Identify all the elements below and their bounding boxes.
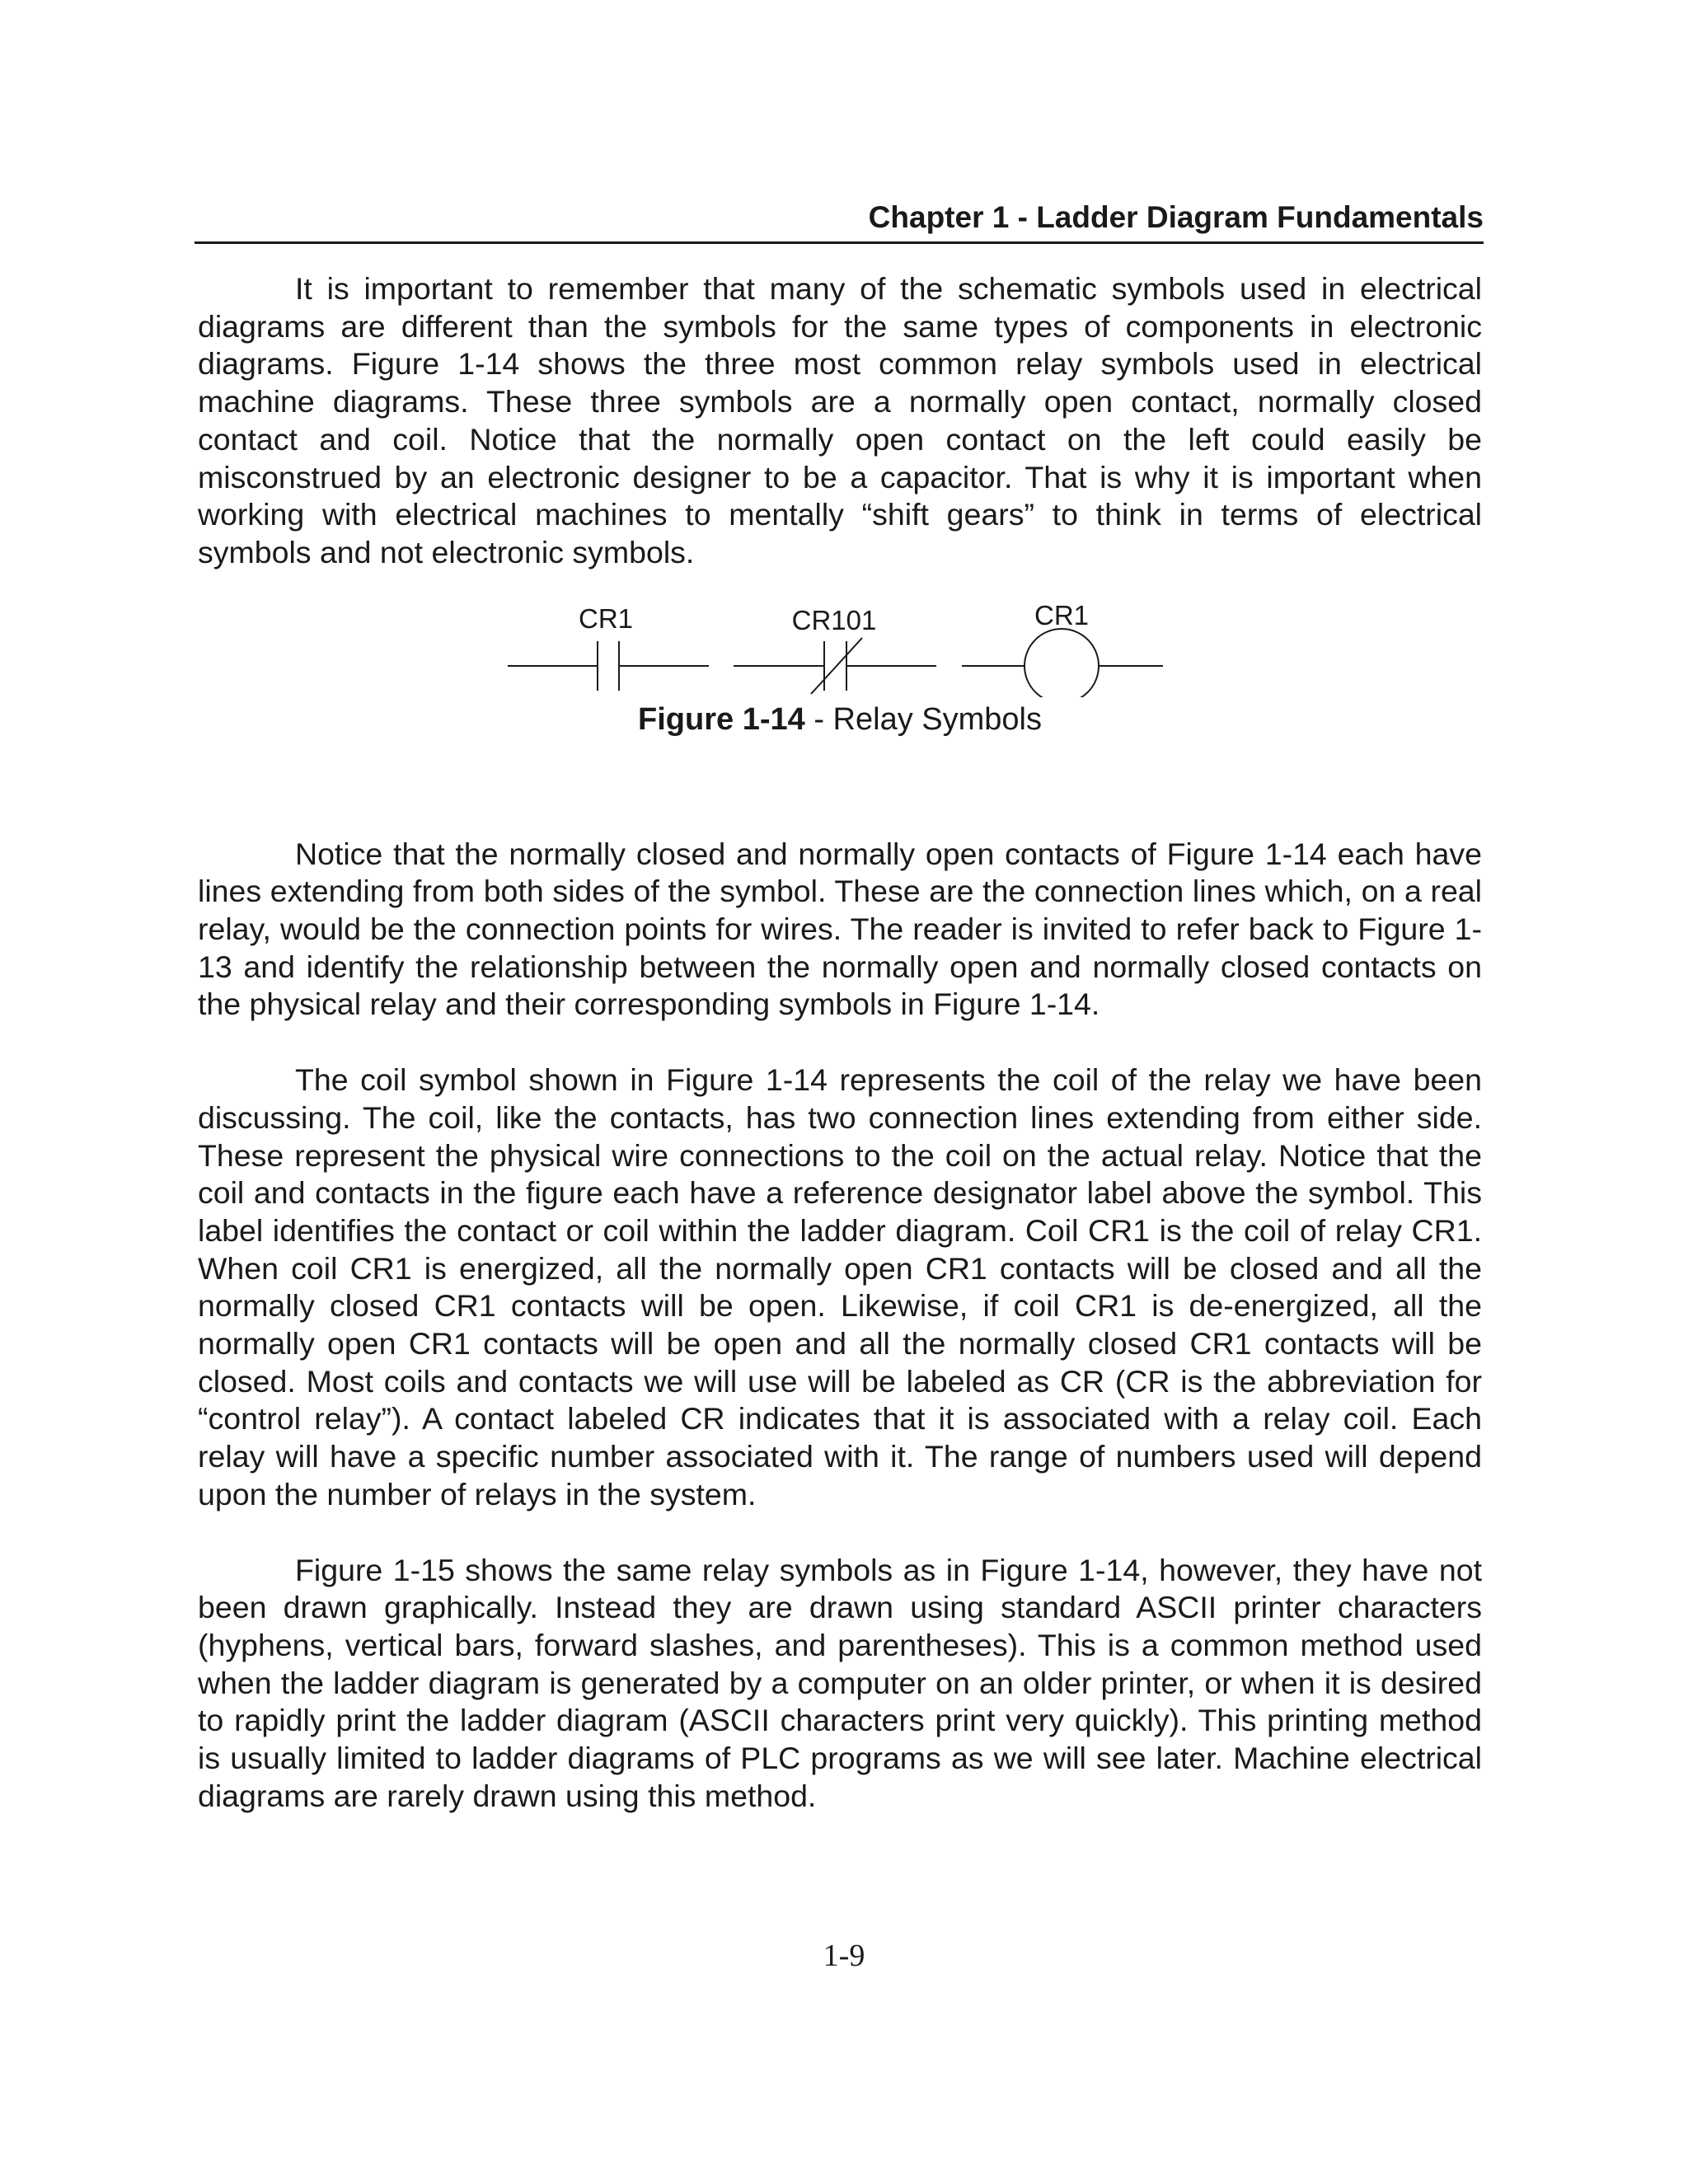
- paragraph-3: The coil symbol shown in Figure 1-14 represents the coil of the relay we have been discussing. The coil, like the contacts, has two connection lines extending from either side. These represent the physical wire connections to the coil on the actual relay. Notice that the coil and contacts in the figure each have a reference designator label above the symbol. This label identifies the contact or coil within the ladder diagram. Coil CR1 is the coil of relay CR1. When coil CR1 is energized, all the normally open CR1 contacts will be closed and all the normally closed CR1 contacts will be open. Likewise, if coil CR1 is de-energized, all the normally open CR1 contacts will be open and all the normally closed CR1 contacts will be closed. Most coils and contacts we will use will be labeled as CR (CR is the abbreviation for “control relay”). A contact labeled CR indicates that it is associated with a relay coil. Each relay will have a specific number associated with it. The range of numbers used will depend upon the number of relays in the system.: [198, 1062, 1482, 1511]
- relay-coil-icon: [962, 629, 1163, 697]
- figure-number: Figure 1-14: [638, 701, 805, 737]
- figure-relay-symbols: [198, 574, 1482, 758]
- running-head: Chapter 1 - Ladder Diagram Fundamentals: [868, 200, 1484, 234]
- paragraph-1: It is important to remember that many of the schematic symbols used in electrical diagrams are different than the symbols for the same types of components in electronic diagrams. Figure 1-14 shows the three most common relay symbols used in electrical machine diagrams. These three symbols are a normally open contact, normally closed contact and coil. Notice that the normally open contact on the left could easily be misconstrued by an electronic designer to be a capacitor. That is why it is important when working with electrical machines to mentally “shift gears” to think in terms of electrical symbols and not electronic symbols.: [198, 271, 1482, 569]
- caption-separator: -: [804, 701, 833, 737]
- figure-caption: [198, 701, 1482, 738]
- contact-no-label: CR1: [578, 602, 634, 634]
- normally-open-contact-icon: [508, 641, 709, 691]
- caption-text: Relay Symbols: [832, 701, 1042, 737]
- coil-label: CR1: [1034, 599, 1090, 630]
- page-number: 1-9: [823, 1938, 865, 1973]
- page-content: [198, 270, 1482, 1816]
- normally-closed-contact-icon: [734, 638, 936, 694]
- contact-nc-label: CR101: [791, 604, 877, 635]
- relay-symbols-diagram: [198, 574, 1482, 697]
- paragraph-2: Notice that the normally closed and normally open contacts of Figure 1-14 each have lines extending from both sides of the symbol. These are the connection lines which, on a real relay, would be the connection points for wires. The reader is invited to refer back to Figure 1-13 and identify the relationship between the normally open and normally closed contacts on the physical relay and their corresponding symbols in Figure 1-14.: [198, 836, 1482, 1022]
- paragraph-4: Figure 1-15 shows the same relay symbols as in Figure 1-14, however, they have not been drawn graphically. Instead they are drawn using standard ASCII printer characters (hyphens, vertical bars, forward slashes, and parentheses). This is a common method used when the ladder diagram is generated by a computer on an older printer, or when it is desired to rapidly print the ladder diagram (ASCII characters print very quickly). This printing method is usually limited to ladder diagrams of PLC programs as we will see later. Machine electrical diagrams are rarely drawn using this method.: [198, 1552, 1482, 1813]
- page-header: [195, 199, 1484, 244]
